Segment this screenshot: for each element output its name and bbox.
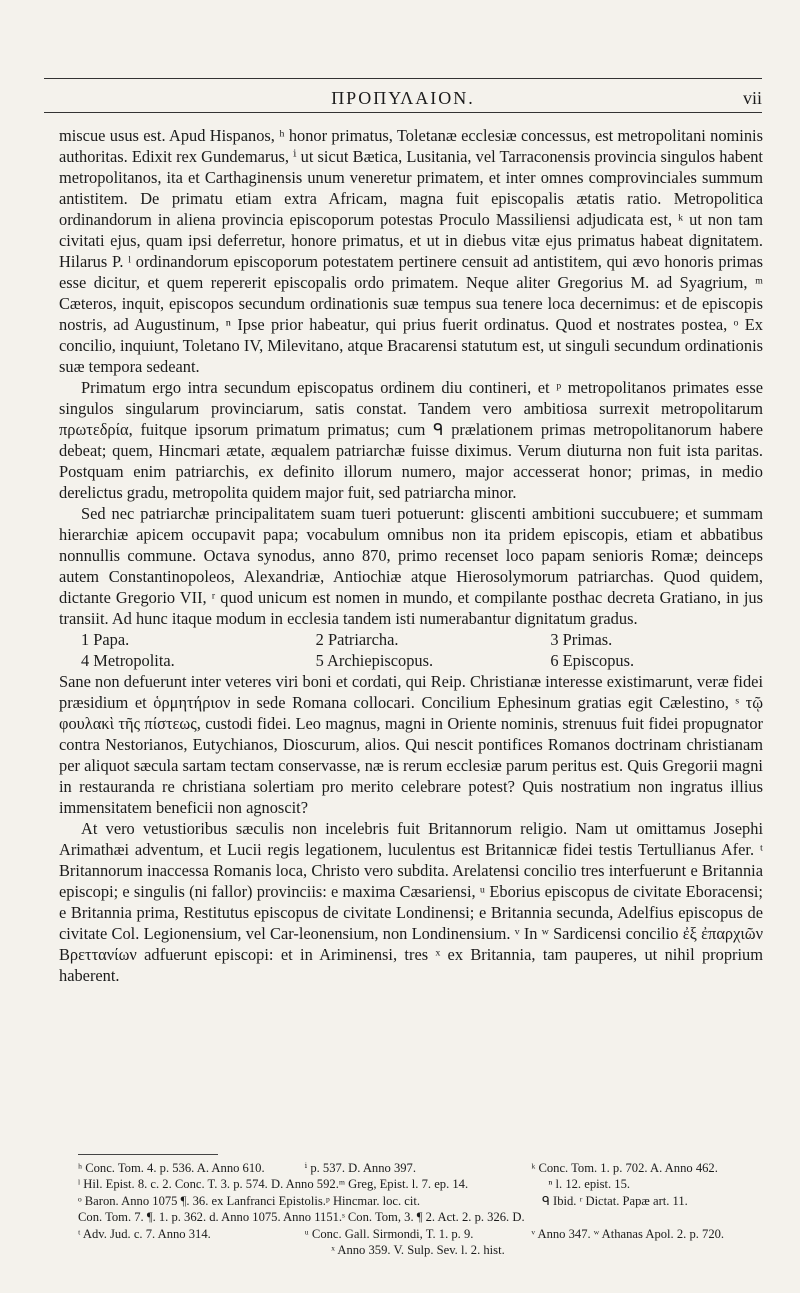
- footnote: ᵏ Conc. Tom. 1. p. 702. A. Anno 462.: [531, 1161, 718, 1175]
- page-header-title: ΠΡΟΠΥΛΑΙΟΝ.: [331, 88, 475, 108]
- footnote: ᵘ Conc. Gall. Sirmondi, T. 1. p. 9.: [304, 1226, 474, 1241]
- paragraph: At vero vetustioribus sæculis non incelebris fuit Britannorum religio. Nam ut omittamus Josephi Arimathæi adventum, et Lucii regis legationem, luculentus est Britannicæ fidei testis Tertullianus Afer. ᵗ Britannorum inaccessa Romanis loca, Christo vero subdita. Arelatensi concilio tres interfuerunt e Britannia episcopi; e singulis (ni fallor) provinciis: e maxima Cæsariensi, ᵘ Eborius episcopus de civitate Eboracensi; e Britannia prima, Restitutus episcopus de civitate Londinensi; e Britannia secunda, Adelfius episcopus de civitate Col. Legionensium, vel Car-leonensium, non Londinensium. ᵛ In ʷ Sardicensi concilio ἐξ ἐπαρχιῶν Βρεττανίων adfuerunt episcopi: et in Ariminensi, tres ˣ ex Britannia, tam pauperes, ut nihil proprium haberent.: [59, 819, 763, 985]
- footnote-row: [78, 1160, 758, 1176]
- footnote: ˣ Anno 359. V. Sulp. Sev. l. 2. hist.: [331, 1243, 505, 1258]
- hierarchy-item: 3 Primas.: [550, 630, 613, 649]
- page-number: vii: [742, 88, 762, 108]
- footnote: ᵐ Greg, Epist. l. 7. ep. 14.: [338, 1177, 469, 1192]
- footnote-rule: [78, 1154, 218, 1155]
- header-rule: [44, 112, 762, 113]
- footnote: ˡ Hil. Epist. 8. c. 2. Conc. T. 3. p. 574. D. Anno 592.: [78, 1177, 339, 1192]
- footnote: ᵗ Adv. Jud. c. 7. Anno 314.: [78, 1226, 211, 1241]
- footnote: ᵒ Baron. Anno 1075 ¶. 36. ex Lanfranci Epistolis.: [78, 1193, 326, 1208]
- paragraph: Sed nec patriarchæ principalitatem suam tueri potuerunt: gliscenti ambitioni succubuere; et summam hierarchiæ apicem occupavit papa; vocabulum omnibus non ita pridem episcopis, etiam et abbatibus nonnullis commune. Octava synodus, anno 870, primo recenset loco papam senioris Romæ; deinceps autem Constantinopoleos, Alexandriæ, Antiochiæ atque Hierosolymorum patriarchas. Quod quidem, dictante Gregorio VII, ʳ quod unicum est nomen in mundo, et compilante posthac decreta Gratiano, in jus transiit. Ad hunc itaque modum in ecclesia tandem isti numerabantur dignitatum gradus.: [59, 504, 763, 628]
- hierarchy-list: [59, 629, 763, 671]
- footnote-row: [78, 1242, 758, 1258]
- footnote: ⁱ p. 537. D. Anno 397.: [304, 1161, 416, 1175]
- paragraph: miscue usus est. Apud Hispanos, ʰ honor primatus, Toletanæ ecclesiæ concessus, est metropolitani nominis authoritas. Edixit rex Gundemarus, ⁱ ut sicut Bætica, Lusitania, vel Tarraconensis provincia singulos habent metropolitanos, ita et Carthaginensis unum veneretur primatem, et inter omnes comprovinciales summum antistitem. De primatu etiam extra Africam, magna fuit episcopalis ætatis ratio. Metropolitica ordinandorum in aliena provincia episcoporum potestas Proculo Massiliensi adjudicata est, ᵏ ut non tam civitati ejus, quam ipsi deferretur, honore primatus, et ut in diebus vitæ ejus primatus habeat dignitatem. Hilarus P. ˡ ordinandorum episcoporum potestatem pertinere censuit ad antistitem, qui ævo honoris primas esse dicitur, et quem repererit episcopalis ordo primatem. Neque aliter Gregorius M. ad Syagrium, ᵐ Cæteros, inquit, episcopos secundum ordinationis suæ tempus sua tenere loca decernimus: et de episcopis nostris, ad Augustinum, ⁿ Ipse prior habeatur, qui prius fuerit ordinatus. Quod et nostrates postea, ᵒ Ex concilio, inquiunt, Toletano IV, Milevitano, atque Bracarensi statutum est, ut singuli secundum ordinationis suæ tempora sedeant.: [59, 126, 763, 376]
- hierarchy-item: 6 Episcopus.: [550, 651, 635, 670]
- paragraph: Sane non defuerunt inter veteres viri boni et cordati, qui Reip. Christianæ interesse existimarunt, veræ fidei præsidium et ὁρμητήριον in sede Romana collocari. Concilium Ephesinum gratias egit Cælestino, ˢ τῷ φουλακὶ τῆς πίστεως, custodi fidei. Leo magnus, magni in Oriente nominis, strenuus fuit fidei propugnator contra Nestorianos, Eutychianos, Dioscurum, alios. Qui nescit pontifices Romanos doctrinam christianam per aliquot sæcula sartam tectam conservasse, næ is rerum ecclesiæ parum peritus est. Quis Gregorii magni in restauranda re christiana solertiam pro merito celebrare potest? Quis nostratium non ingratus illius immensitatem beneficii non agnoscit?: [59, 672, 763, 817]
- footnote-row: [78, 1209, 758, 1225]
- top-rule: [44, 78, 762, 79]
- footnote-row: [78, 1176, 758, 1192]
- footnote: ᑫ Ibid. ʳ Dictat. Papæ art. 11.: [541, 1193, 688, 1208]
- hierarchy-item: 4 Metropolita.: [81, 651, 175, 670]
- paragraph: Primatum ergo intra secundum episcopatus ordinem diu contineri, et ᵖ metropolitanos primates esse singulos singularum provinciarum, satis constat. Tandem vero ambitiosa surrexit metropolitarum πρωτεδρία, fuitque ipsorum primatum primatus; cum ᑫ prælationem primas metropolitanorum habere debeat; quem, Hincmari ætate, æqualem patriarchæ fuisse diximus. Verum diuturna non fuit ista paritas. Postquam enim patriarchis, ex definito illorum numero, major accesserat honor; primas, in medio derelictus gradu, metropolita quidem major fuit, sed patriarcha minor.: [59, 378, 763, 502]
- hierarchy-item: 1 Papa.: [81, 630, 130, 649]
- footnotes: [78, 1160, 758, 1258]
- footnote: ˢ Con. Tom, 3. ¶ 2. Act. 2. p. 326. D.: [342, 1210, 525, 1225]
- footnote-row: [78, 1226, 758, 1242]
- footnote: ᵖ Hincmar. loc. cit.: [325, 1193, 421, 1208]
- footnote: Con. Tom. 7. ¶. 1. p. 362. d. Anno 1075. Anno 1151.: [78, 1210, 343, 1225]
- hierarchy-item: 5 Archiepiscopus.: [315, 651, 434, 670]
- footnote: ⁿ l. 12. epist. 15.: [548, 1177, 631, 1192]
- main-text: [59, 125, 763, 986]
- hierarchy-item: 2 Patriarcha.: [315, 630, 399, 649]
- footnote-row: [78, 1193, 758, 1209]
- footnote: [550, 1209, 758, 1225]
- footnote: ᵛ Anno 347. ʷ Athanas Apol. 2. p. 720.: [531, 1226, 725, 1241]
- footnote: ʰ Conc. Tom. 4. p. 536. A. Anno 610.: [78, 1161, 265, 1175]
- running-head: [44, 88, 762, 112]
